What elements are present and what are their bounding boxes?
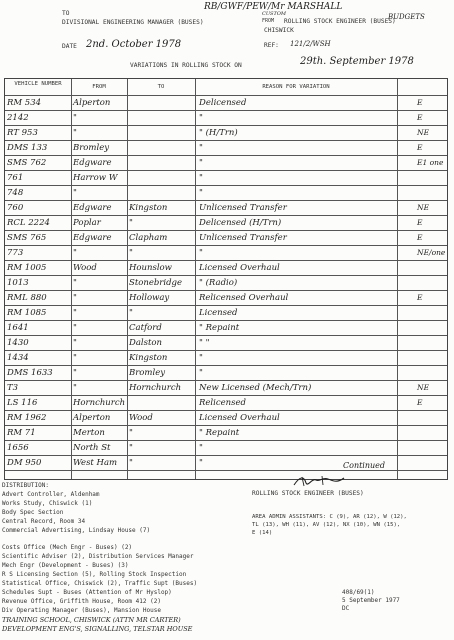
cell-reason: " Repaint <box>199 428 240 438</box>
distribution-item: Scientific Adviser (2), Distribution Services Manager <box>2 553 194 561</box>
cell-from: " <box>73 353 77 363</box>
cell-reason: Licensed Overhaul <box>199 263 280 273</box>
cell-reason: " <box>199 113 203 123</box>
cell-reason: " " <box>199 338 210 348</box>
cell-from: " <box>73 383 77 393</box>
cell-to: Wood <box>129 413 153 423</box>
cell-vehicle: T3 <box>7 383 19 393</box>
column-divider <box>127 79 128 479</box>
cell-from: Harrow W <box>73 173 118 183</box>
area-admin-line: TL (13), WH (11), AV (12), NX (10), WN (15), <box>252 522 401 528</box>
variations-date: 29th. September 1978 <box>300 56 414 67</box>
cell-from: " <box>73 368 77 378</box>
row-divider <box>5 200 447 201</box>
cell-to: " <box>129 218 133 228</box>
cell-from: Poplar <box>73 218 101 228</box>
cell-from: " <box>73 188 77 198</box>
form-date: 5 September 1977 <box>342 597 400 604</box>
cell-to: " <box>129 428 133 438</box>
cell-reason: " <box>199 173 203 183</box>
cell-reason: Delicensed <box>199 98 247 108</box>
distribution-item: Central Record, Room 34 <box>2 517 86 525</box>
cell-vehicle: SMS 765 <box>7 233 47 243</box>
cell-vehicle: LS 116 <box>7 398 38 408</box>
column-header-vehicle: VEHICLE NUMBER <box>14 81 62 87</box>
row-divider <box>5 290 447 291</box>
column-header-from: FROM <box>92 84 106 90</box>
row-divider <box>5 275 447 276</box>
cell-reason: Relicensed Overhaul <box>199 293 289 303</box>
cell-reason: Relicensed <box>199 398 246 408</box>
cell-from: " <box>73 278 77 288</box>
cell-to: Stonebridge <box>129 278 182 288</box>
cell-to: Bromley <box>129 368 166 378</box>
row-divider <box>5 305 447 306</box>
cell-reason: " <box>199 443 203 453</box>
row-divider <box>5 215 447 216</box>
cell-from: " <box>73 308 77 318</box>
variations-label: VARIATIONS IN ROLLING STOCK ON <box>130 62 242 69</box>
row-divider <box>5 140 447 141</box>
distribution-item: Works Study, Chiswick (1) <box>2 499 93 507</box>
from-label: FROM <box>262 18 275 24</box>
cell-vehicle: RM 1085 <box>7 308 47 318</box>
cell-vehicle: SMS 762 <box>7 158 47 168</box>
cell-vehicle: 1656 <box>7 443 29 453</box>
cell-vehicle: 748 <box>7 188 24 198</box>
cell-reason: " Repaint <box>199 323 240 333</box>
cell-reason: " (H/Trn) <box>199 128 238 138</box>
row-divider <box>5 395 447 396</box>
cell-vehicle: 773 <box>7 248 24 258</box>
row-divider <box>5 335 447 336</box>
to-label: TO <box>62 10 70 17</box>
row-divider <box>5 440 447 441</box>
row-divider <box>5 350 447 351</box>
signature-title: ROLLING STOCK ENGINEER (BUSES) <box>252 490 364 497</box>
cell-from: Merton <box>73 428 105 438</box>
distribution-item: Revenue Office, Griffith House, Room 412 (2) <box>2 597 161 605</box>
cell-code: E <box>417 293 423 302</box>
cell-from: Hornchurch <box>73 398 126 408</box>
row-divider <box>5 125 447 126</box>
distribution-item: Mech Engr (Development - Buses) (3) <box>2 562 129 570</box>
cell-vehicle: RM 71 <box>7 428 36 438</box>
cell-vehicle: 1641 <box>7 323 29 333</box>
row-divider <box>5 365 447 366</box>
row-divider <box>5 260 447 261</box>
cell-from: " <box>73 323 77 333</box>
cell-reason: " <box>199 248 203 258</box>
cell-code: NE <box>417 383 430 392</box>
cell-reason: " (Radio) <box>199 278 238 288</box>
date-value: 2nd. October 1978 <box>86 39 182 50</box>
cell-from: " <box>73 293 77 303</box>
cell-to: Dalston <box>129 338 162 348</box>
budgets-note: BUDGETS <box>388 13 425 21</box>
cell-vehicle: 1430 <box>7 338 29 348</box>
column-header-to: TO <box>157 84 165 90</box>
row-divider <box>5 170 447 171</box>
cell-reason: Unlicensed Transfer <box>199 233 287 243</box>
cell-vehicle: 1013 <box>7 278 29 288</box>
cell-from: Alperton <box>73 413 111 423</box>
cell-to: " <box>129 443 133 453</box>
cell-from: West Ham <box>73 458 118 468</box>
cell-from: Bromley <box>73 143 110 153</box>
form-ref: 408/69(1) <box>342 589 375 596</box>
distribution-label: DISTRIBUTION: <box>2 482 49 489</box>
distribution-item: Costs Office (Mech Engr - Buses) (2) <box>2 544 133 552</box>
cell-to: " <box>129 248 133 258</box>
row-divider <box>5 320 447 321</box>
from-value: ROLLING STOCK ENGINEER (BUSES) <box>284 18 396 25</box>
cell-to: " <box>129 458 133 468</box>
cell-to: Clapham <box>129 233 168 243</box>
distribution-item: TRAINING SCHOOL, CHISWICK (ATTN MR CARTER) <box>2 615 181 624</box>
row-divider <box>5 245 447 246</box>
cell-code: E1 one <box>417 158 444 167</box>
ref-label: REF: <box>264 42 279 49</box>
cell-code: NE <box>417 203 430 212</box>
to-value: DIVISIONAL ENGINEERING MANAGER (BUSES) <box>62 19 204 26</box>
cell-from: Alperton <box>73 98 111 108</box>
row-divider <box>5 410 447 411</box>
cell-to: Hornchurch <box>129 383 182 393</box>
cell-code: NE/one <box>417 248 446 257</box>
cell-reason: Licensed Overhaul <box>199 413 280 423</box>
cell-vehicle: DMS 1633 <box>7 368 53 378</box>
cell-code: E <box>417 218 423 227</box>
cell-vehicle: 761 <box>7 173 24 183</box>
row-divider <box>5 470 447 471</box>
cell-from: " <box>73 338 77 348</box>
variations-table <box>4 78 448 480</box>
cell-reason: " <box>199 158 203 168</box>
cell-reason: Delicensed (H/Trn) <box>199 218 282 228</box>
cell-vehicle: RM 534 <box>7 98 42 108</box>
cell-from: North St <box>73 443 111 453</box>
distribution-item: Commercial Advertising, Lindsay House (7) <box>2 526 151 534</box>
cell-from: " <box>73 113 77 123</box>
row-divider <box>5 185 447 186</box>
cell-code: E <box>417 233 423 242</box>
cell-reason: " <box>199 188 203 198</box>
row-divider <box>5 95 447 96</box>
cell-reason: New Licensed (Mech/Trn) <box>199 383 312 393</box>
column-divider <box>195 79 196 479</box>
cell-to: Catford <box>129 323 162 333</box>
cell-reason: Licensed <box>199 308 238 318</box>
cell-vehicle: RM 1962 <box>7 413 47 423</box>
cell-to: Holloway <box>129 293 170 303</box>
distribution-item: Div Operating Manager (Buses), Mansion House <box>2 606 161 614</box>
distribution-item: Schedules Supt - Buses (Attention of Mr Hyslop) <box>2 588 172 596</box>
column-header-reason: REASON FOR VARIATION <box>262 84 330 90</box>
distribution-item: Advert Controller, Aldenham <box>2 491 100 498</box>
row-divider <box>5 425 447 426</box>
cell-code: E <box>417 98 423 107</box>
cell-vehicle: RM 1005 <box>7 263 47 273</box>
row-divider <box>5 380 447 381</box>
cell-reason: Unlicensed Transfer <box>199 203 287 213</box>
cell-vehicle: DM 950 <box>7 458 42 468</box>
cell-reason: " <box>199 353 203 363</box>
row-divider <box>5 155 447 156</box>
cell-to: Kingston <box>129 353 168 363</box>
cell-vehicle: 760 <box>7 203 24 213</box>
area-admin-line: E (14) <box>252 530 273 536</box>
form-dc: DC <box>342 605 350 612</box>
cell-to: Hounslow <box>129 263 172 273</box>
distribution-item: Statistical Office, Chiswick (2), Traffic Supt (Buses) <box>2 580 198 587</box>
cell-reason: " <box>199 368 203 378</box>
row-divider <box>5 455 447 456</box>
column-divider <box>71 79 72 479</box>
column-divider <box>397 79 398 479</box>
cell-vehicle: 2142 <box>7 113 29 123</box>
cell-vehicle: 1434 <box>7 353 29 363</box>
cell-from: Edgware <box>73 158 112 168</box>
distribution-item: R S Licensing Section (5), Rolling Stock Inspection <box>2 571 187 579</box>
copy-annotation: RB/GWF/PEW/Mr MARSHALL <box>204 2 343 12</box>
area-admin-line: AREA ADMIN ASSISTANTS: C (9), AR (12), W (12), <box>252 514 407 520</box>
cell-code: E <box>417 398 423 407</box>
cell-vehicle: RCL 2224 <box>7 218 50 228</box>
cell-to: Kingston <box>129 203 168 213</box>
cell-reason: " <box>199 143 203 153</box>
cell-vehicle: DMS 133 <box>7 143 48 153</box>
cell-from: " <box>73 128 77 138</box>
continued-note: Continued <box>343 461 386 470</box>
cell-code: E <box>417 113 423 122</box>
cell-vehicle: RT 953 <box>7 128 38 138</box>
cell-code: NE <box>417 128 430 137</box>
from-location: CHISWICK <box>264 27 294 34</box>
signature-icon <box>292 474 352 488</box>
cell-from: Edgware <box>73 203 112 213</box>
cell-from: Edgware <box>73 233 112 243</box>
custom-note: CUSTOM <box>262 11 287 17</box>
cell-from: " <box>73 248 77 258</box>
row-divider <box>5 230 447 231</box>
cell-vehicle: RML 880 <box>7 293 47 303</box>
cell-reason: " <box>199 458 203 468</box>
distribution-item: DEVELOPMENT ENG'S, SIGNALLING, TELSTAR HOUSE <box>2 624 193 633</box>
ref-value: 121/2/WSH <box>290 40 331 48</box>
row-divider <box>5 110 447 111</box>
cell-from: Wood <box>73 263 97 273</box>
cell-to: " <box>129 308 133 318</box>
date-label: DATE <box>62 43 77 50</box>
cell-code: E <box>417 143 423 152</box>
distribution-item: Body Spec Section <box>2 508 64 516</box>
